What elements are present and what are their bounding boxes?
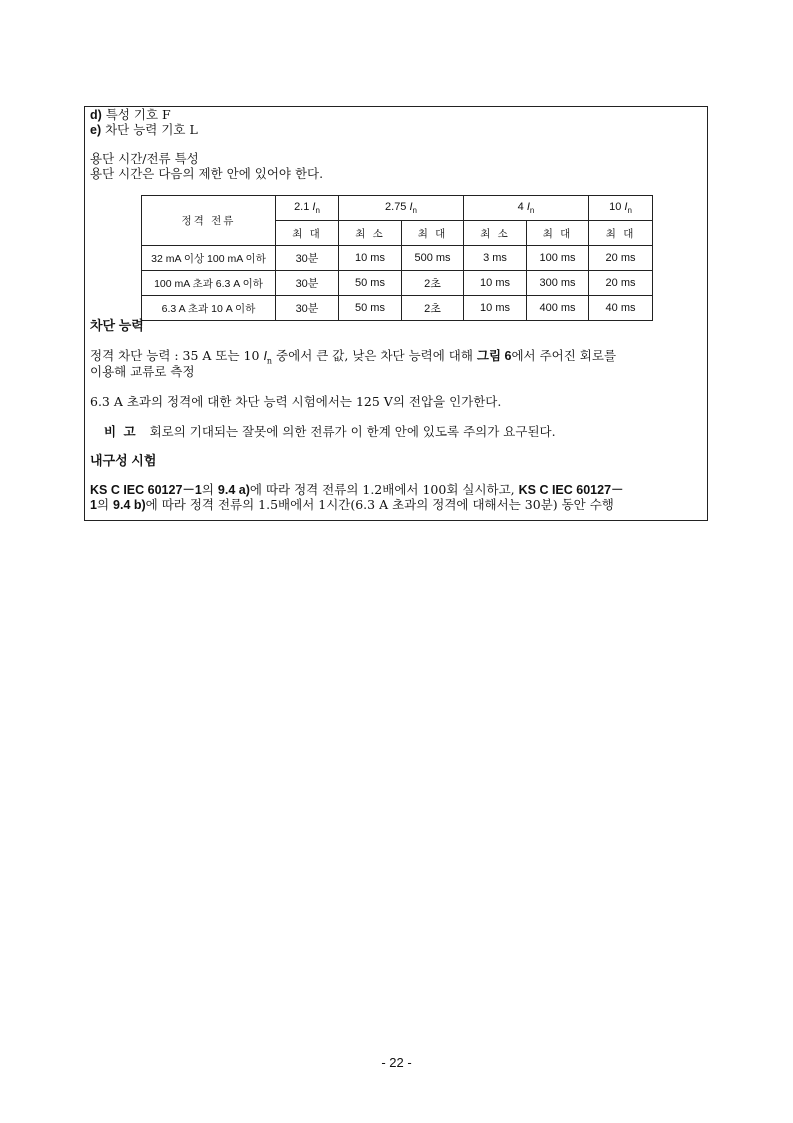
row-range: 6.3 A 초과 10 A 이하 xyxy=(142,296,276,321)
standard-reference: 1 xyxy=(90,498,97,512)
table-row xyxy=(142,246,653,271)
current-symbol: I xyxy=(263,349,267,363)
breaking-text: 정격 차단 능력 : 35 A 또는 10 xyxy=(90,348,264,363)
item-e-label: e) xyxy=(90,123,102,137)
table-cell: 40 ms xyxy=(589,296,653,321)
endurance-text: 에 따라 정격 전류의 1.2배에서 100회 실시하고, xyxy=(249,482,519,497)
table-cell: 20 ms xyxy=(589,246,653,271)
sub-header: 최 소 xyxy=(339,221,402,246)
endurance-line2 xyxy=(90,497,614,513)
table-cell: 10 ms xyxy=(464,296,527,321)
table-cell: 2초 xyxy=(402,271,464,296)
figure-reference: 그림 6 xyxy=(476,349,512,363)
item-d xyxy=(90,107,171,123)
sub-header: 최 소 xyxy=(464,221,527,246)
item-e xyxy=(90,122,198,138)
table-row xyxy=(142,296,653,321)
item-e-text: 차단 능력 기호 L xyxy=(105,122,198,137)
note-label: 비 고 xyxy=(104,425,138,439)
page-number: - 22 - xyxy=(381,1055,412,1070)
endurance-text: 의 xyxy=(96,497,114,512)
col-group-header: 2.75 $I_n$ xyxy=(339,196,464,221)
row-range: 100 mA 초과 6.3 A 이하 xyxy=(142,271,276,296)
standard-reference: KS C IEC 60127－ xyxy=(518,483,624,497)
col-group-header: 2.1 $I_n$ xyxy=(276,196,339,221)
fuse-time-table xyxy=(141,195,653,321)
table-cell: 50 ms xyxy=(339,271,402,296)
endurance-line1 xyxy=(90,482,624,498)
breaking-capacity-heading: 차단 능력 xyxy=(90,318,144,333)
fuse-time-intro: 용단 시간은 다음의 제한 안에 있어야 한다. xyxy=(90,166,324,181)
table-cell: 10 ms xyxy=(339,246,402,271)
breaking-text: 에서 주어진 회로를 xyxy=(511,348,617,363)
table-cell: 30분 xyxy=(276,246,339,271)
sub-header: 최 대 xyxy=(527,221,589,246)
table-row xyxy=(142,271,653,296)
row-range: 32 mA 이상 100 mA 이하 xyxy=(142,246,276,271)
table-cell: 30분 xyxy=(276,296,339,321)
sub-header: 최 대 xyxy=(276,221,339,246)
table-cell: 30분 xyxy=(276,271,339,296)
item-d-label: d) xyxy=(90,108,102,122)
breaking-text: 중에서 큰 값, 낮은 차단 능력에 대해 xyxy=(272,348,477,363)
table-cell: 2초 xyxy=(402,296,464,321)
endurance-text: 에 따라 정격 전류의 1.5배에서 1시간(6.3 A 초과의 정격에 대해서는 30분) 동안 수행 xyxy=(145,497,614,512)
note-text: 회로의 기대되는 잘못에 의한 전류가 이 한계 안에 있도록 주의가 요구된다. xyxy=(149,424,556,439)
table-cell: 3 ms xyxy=(464,246,527,271)
note xyxy=(104,424,556,440)
fuse-time-heading: 용단 시간/전류 특성 xyxy=(90,151,199,166)
table-header-row xyxy=(142,196,653,221)
table-cell: 50 ms xyxy=(339,296,402,321)
table-cell: 500 ms xyxy=(402,246,464,271)
breaking-para1-line2: 이용해 교류로 측정 xyxy=(90,364,195,379)
table-cell: 100 ms xyxy=(527,246,589,271)
sub-header: 최 대 xyxy=(402,221,464,246)
col-group-header: 10 $I_n$ xyxy=(589,196,653,221)
clause-reference: 9.4 b) xyxy=(113,498,146,512)
table-cell: 300 ms xyxy=(527,271,589,296)
clause-reference: 9.4 a) xyxy=(217,483,250,497)
endurance-heading: 내구성 시험 xyxy=(90,453,157,468)
table-cell: 10 ms xyxy=(464,271,527,296)
col-group-header: 4 $I_n$ xyxy=(464,196,589,221)
sub-header: 최 대 xyxy=(589,221,653,246)
standard-reference: KS C IEC 60127－1 xyxy=(90,483,202,497)
current-subscript: n xyxy=(266,356,273,366)
rated-current-header: 정격 전류 xyxy=(142,196,276,246)
endurance-text: 의 xyxy=(201,482,218,497)
table-cell: 20 ms xyxy=(589,271,653,296)
table-cell: 400 ms xyxy=(527,296,589,321)
breaking-para2: 6.3 A 초과의 정격에 대한 차단 능력 시험에서는 125 V의 전압을 인가한다. xyxy=(90,394,502,409)
item-d-text: 특성 기호 F xyxy=(105,107,171,122)
